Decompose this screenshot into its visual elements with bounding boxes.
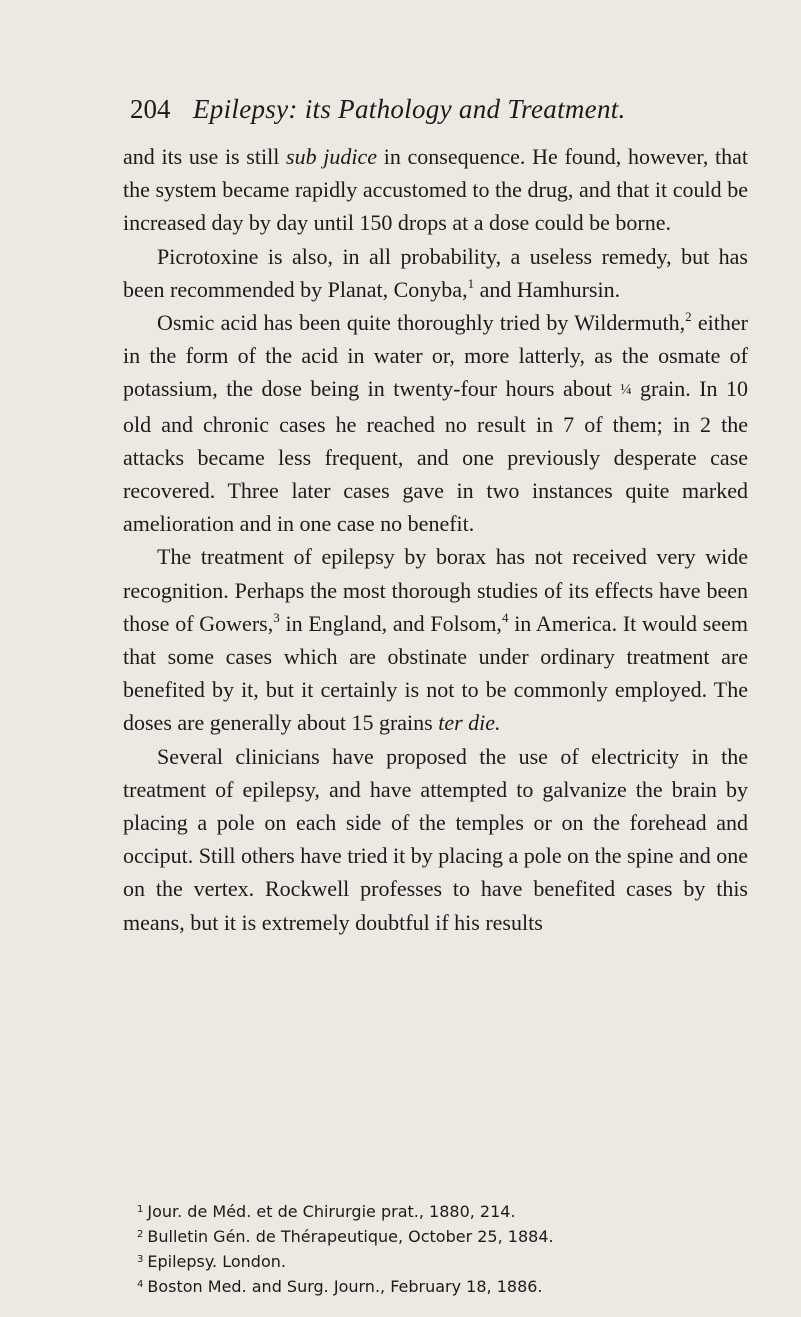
text-run: grain. In 10 old and chronic cases he reached no result in 7 of them; in 2 the attacks became less frequent, and one previously desperate case recovered. Three later cases gave in two instances quite marked amelioration and in one case no benefit.: [123, 376, 749, 537]
page-number: 204: [130, 94, 171, 124]
text-run: in England, and Folsom,: [279, 610, 502, 636]
text-run: Picrotoxine is also, in all probability, a useless remedy, but has been recommended by Planat, Conyba,: [123, 243, 748, 302]
page-header: [130, 94, 741, 142]
footnote-mark: 1: [137, 1204, 144, 1215]
footnote-text: Jour. de Méd. et de Chirurgie prat., 1880, 214.: [147, 1202, 516, 1221]
footnote-ref: 4: [501, 609, 509, 625]
text-run: and Hamhursin.: [474, 276, 621, 302]
text-run: Several clinicians have proposed the use of electricity in the treatment of epilepsy, and have attempted to galvanize the brain by placing a pole on each side of the temples or on the forehead and occiput. Still others have tried it by placing a pole on the spine and one on the vertex. Rockwell professes to have benefited cases by this means, but it is extremely doubtful if his results: [123, 743, 749, 935]
text-run: either in the form of the acid in water or, more latterly, as the osmate of potassium, the dose being in twenty-four hours about: [123, 310, 748, 402]
footnote: [137, 1198, 757, 1223]
paragraph: [123, 540, 748, 739]
footnote-text: Bulletin Gén. de Thérapeutique, October 25, 1884.: [147, 1227, 554, 1246]
paragraph: [123, 240, 748, 306]
body-text: [123, 140, 748, 939]
paragraph: [123, 740, 748, 939]
footnote-mark: 3: [137, 1254, 144, 1265]
paragraph: [123, 306, 748, 540]
italic-text: ter die.: [438, 710, 501, 736]
footnote-text: Boston Med. and Surg. Journ., February 18, 1886.: [147, 1277, 543, 1296]
footnote-mark: 2: [137, 1229, 144, 1240]
footnote-ref: 3: [273, 609, 280, 625]
fraction: ¼: [620, 382, 632, 399]
footnote-ref: 2: [685, 309, 692, 325]
footnotes: [137, 1198, 757, 1298]
footnote-ref: 1: [467, 275, 475, 291]
text-run: The treatment of epilepsy by borax has not received very wide recognition. Perhaps the most thorough studies of its effects have been those of Gowers,: [123, 544, 748, 636]
text-run: and its use is still: [123, 144, 287, 169]
footnote-mark: 4: [137, 1279, 144, 1290]
footnote: [137, 1223, 757, 1248]
italic-text: sub judice: [286, 144, 378, 169]
text-run: in consequence. He found, however, that the system became rapidly accustomed to the drug, and that it could be increased day by day until 150 drops at a dose could be borne.: [123, 144, 748, 236]
running-title: Epilepsy: its Pathology and Treatment.: [193, 94, 626, 124]
paragraph: [123, 140, 748, 240]
text-run: Osmic acid has been quite thoroughly tried by Wildermuth,: [157, 310, 686, 336]
text-run: in America. It would seem that some cases which are obstinate under ordinary treatment are benefited by it, but it certainly is not to be commonly employed. The doses are generally about 15 grains: [123, 610, 748, 736]
footnote-text: Epilepsy. London.: [147, 1252, 286, 1271]
footnote: [137, 1248, 757, 1273]
footnote: [137, 1273, 757, 1298]
